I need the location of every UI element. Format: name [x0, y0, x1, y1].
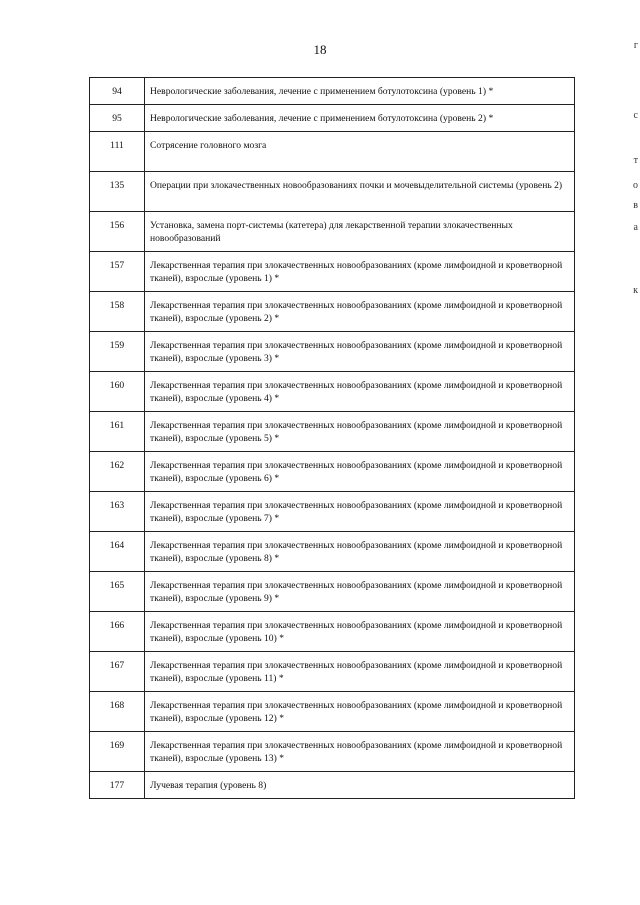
row-name: Лекарственная терапия при злокачественных новообразованиях (кроме лимфоидной и кроветворной тканей), взрослые (уровень 1) * [145, 252, 575, 292]
row-code: 177 [90, 772, 145, 799]
row-name: Лекарственная терапия при злокачественных новообразованиях (кроме лимфоидной и кроветворной тканей), взрослые (уровень 3) * [145, 332, 575, 372]
row-code: 165 [90, 572, 145, 612]
row-code: 164 [90, 532, 145, 572]
row-code: 166 [90, 612, 145, 652]
table-row [90, 252, 575, 292]
table-row [90, 412, 575, 452]
row-name: Лекарственная терапия при злокачественных новообразованиях (кроме лимфоидной и кроветворной тканей), взрослые (уровень 4) * [145, 372, 575, 412]
edge-mark: а [633, 222, 638, 233]
edge-mark: к [633, 285, 638, 296]
table-row [90, 105, 575, 132]
row-code: 162 [90, 452, 145, 492]
procedures-table [89, 77, 575, 799]
row-code: 94 [90, 78, 145, 105]
table-row [90, 78, 575, 105]
table-row [90, 772, 575, 799]
row-code: 135 [90, 172, 145, 212]
table-row [90, 692, 575, 732]
table-row [90, 612, 575, 652]
table-row [90, 652, 575, 692]
row-name: Неврологические заболевания, лечение с применением ботулотоксина (уровень 2) * [145, 105, 575, 132]
edge-mark: о [633, 180, 638, 191]
table-row [90, 132, 575, 172]
row-code: 156 [90, 212, 145, 252]
table-row [90, 372, 575, 412]
table-row [90, 292, 575, 332]
table-row [90, 572, 575, 612]
table-row [90, 212, 575, 252]
table-row [90, 172, 575, 212]
row-code: 158 [90, 292, 145, 332]
row-name: Лекарственная терапия при злокачественных новообразованиях (кроме лимфоидной и кроветворной тканей), взрослые (уровень 6) * [145, 452, 575, 492]
row-name: Лекарственная терапия при злокачественных новообразованиях (кроме лимфоидной и кроветворной тканей), взрослые (уровень 8) * [145, 532, 575, 572]
page-number: 18 [313, 42, 327, 57]
row-code: 95 [90, 105, 145, 132]
row-name: Лекарственная терапия при злокачественных новообразованиях (кроме лимфоидной и кроветворной тканей), взрослые (уровень 10) * [145, 612, 575, 652]
row-code: 159 [90, 332, 145, 372]
table-row [90, 332, 575, 372]
table-row [90, 492, 575, 532]
edge-mark: в [633, 200, 638, 211]
table-row [90, 532, 575, 572]
row-name: Лекарственная терапия при злокачественных новообразованиях (кроме лимфоидной и кроветворной тканей), взрослые (уровень 7) * [145, 492, 575, 532]
row-code: 167 [90, 652, 145, 692]
row-name: Установка, замена порт-системы (катетера) для лекарственной терапии злокачественных новообразований [145, 212, 575, 252]
row-code: 111 [90, 132, 145, 172]
row-name: Лекарственная терапия при злокачественных новообразованиях (кроме лимфоидной и кроветворной тканей), взрослые (уровень 9) * [145, 572, 575, 612]
row-code: 163 [90, 492, 145, 532]
edge-mark: г [633, 40, 638, 51]
edge-mark: с [633, 110, 638, 121]
row-code: 168 [90, 692, 145, 732]
row-name: Лучевая терапия (уровень 8) [145, 772, 575, 799]
row-name: Лекарственная терапия при злокачественных новообразованиях (кроме лимфоидной и кроветворной тканей), взрослые (уровень 13) * [145, 732, 575, 772]
row-name: Сотрясение головного мозга [145, 132, 575, 172]
row-code: 161 [90, 412, 145, 452]
row-name: Неврологические заболевания, лечение с применением ботулотоксина (уровень 1) * [145, 78, 575, 105]
row-code: 169 [90, 732, 145, 772]
table-row [90, 732, 575, 772]
row-code: 160 [90, 372, 145, 412]
row-name: Лекарственная терапия при злокачественных новообразованиях (кроме лимфоидной и кроветворной тканей), взрослые (уровень 2) * [145, 292, 575, 332]
row-name: Лекарственная терапия при злокачественных новообразованиях (кроме лимфоидной и кроветворной тканей), взрослые (уровень 5) * [145, 412, 575, 452]
edge-mark: т [633, 155, 638, 166]
row-code: 157 [90, 252, 145, 292]
table-row [90, 452, 575, 492]
row-name: Лекарственная терапия при злокачественных новообразованиях (кроме лимфоидной и кроветворной тканей), взрослые (уровень 12) * [145, 692, 575, 732]
row-name: Операции при злокачественных новообразованиях почки и мочевыделительной системы (уровень 2) [145, 172, 575, 212]
row-name: Лекарственная терапия при злокачественных новообразованиях (кроме лимфоидной и кроветворной тканей), взрослые (уровень 11) * [145, 652, 575, 692]
